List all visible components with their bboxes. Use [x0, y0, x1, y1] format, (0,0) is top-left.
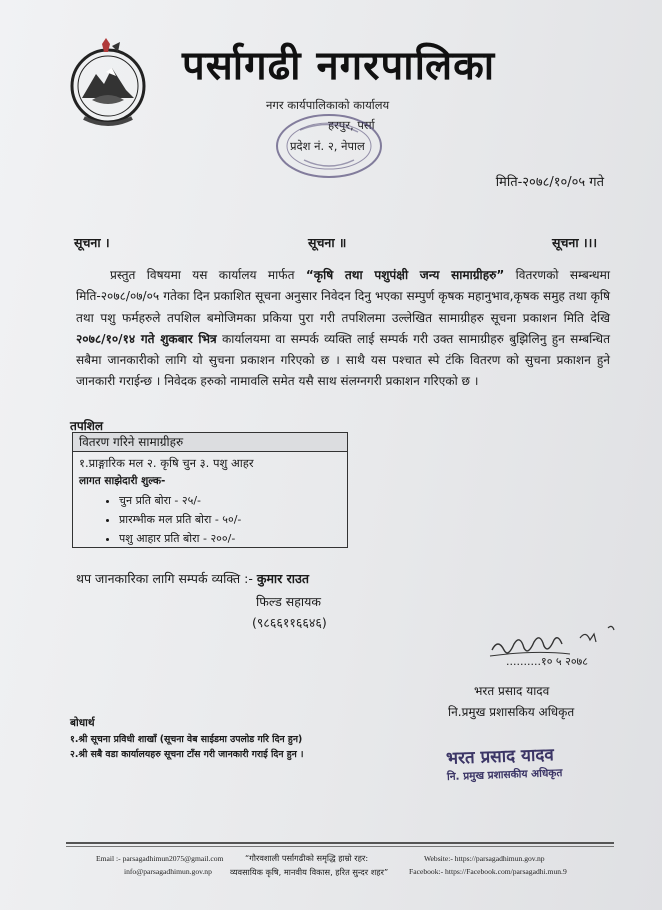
- list-item: • चुन प्रति बोरा - २५/-: [119, 491, 347, 510]
- signature-dots: ..........: [506, 655, 541, 668]
- list-item: • पशु आहार प्रति बोरा - २००/-: [119, 529, 347, 548]
- cost-list: [73, 491, 347, 548]
- contact-prefix: थप जानकारिका लागि सम्पर्क व्यक्ति :-: [76, 571, 257, 586]
- contact-name: कुमार राउत: [256, 571, 309, 586]
- office-subtitle: नगर कार्यपालिकाको कार्यालय: [266, 98, 390, 112]
- footer-divider: [66, 842, 614, 844]
- office-stamp-icon: [270, 110, 388, 182]
- body-text-1: प्रस्तुत विषयमा यस कार्यालय मार्फत: [110, 268, 306, 282]
- notice-label-center: सूचना ॥: [308, 235, 347, 250]
- signature-date: [506, 654, 588, 669]
- cc-item: २.श्री सबै वडा कार्यालयहरु सूचना टाँस गरी जानकारी गराई दिन हुन ।: [70, 749, 304, 760]
- cc-label: बोधार्थ: [70, 717, 95, 729]
- footer-email: Email :- parsagadhimun2075@gmail.com: [96, 854, 224, 863]
- stamp-title: नि. प्रमुख प्रशासकीय अधिकृत: [446, 766, 563, 784]
- footer-divider: [66, 846, 614, 847]
- contact-phone: (९८६६११६६४६): [252, 615, 327, 630]
- notice-label-right: सूचना ।।।: [552, 235, 598, 250]
- list-item: • प्रारम्भीक मल प्रति बोरा - ५०/-: [119, 510, 347, 529]
- notice-body: [76, 265, 610, 393]
- signature-date-value: १० ५ २०७८: [540, 655, 589, 668]
- office-province: प्रदेश नं. २, नेपाल: [290, 139, 365, 153]
- contact-role: फिल्ड सहायक: [256, 594, 321, 609]
- notice-label-left: सूचना ।: [74, 235, 110, 250]
- signer-name: भरत प्रसाद यादव: [474, 684, 550, 698]
- distribution-table: [72, 432, 348, 548]
- items-line: १.प्राङ्गारिक मल २. कृषि चुन ३. पशु आहर: [79, 456, 254, 470]
- office-location: हरपुर, पर्सा: [328, 118, 375, 132]
- footer-slogan-1: “गौरवशाली पर्सागढीको समृद्धि हाम्रो रहर:: [245, 853, 369, 863]
- body-text-2: वितरणको सम्बन्धमा मिति-२०७८/०७/०५ गतेका दिन प्रकाशित सूचना अनुसार निवेदन दिनु भएका सम्पुर्ण कृषक महानुभाव,कृषक समुह तथा कृषि तथा पशु फर्महरुले तपशिल बमोजिमका प्रकिया पुरा गरी तपशिलमा उल्लेखित सामाग्रीहरु सूचना प्रकाशन मिति देखि: [76, 268, 610, 325]
- footer-email-2: info@parsagadhimun.gov.np: [124, 867, 212, 876]
- office-title: पर्सागढी नगरपालिका: [182, 43, 496, 89]
- schedule-label: तपशिल: [70, 419, 104, 433]
- body-deadline: २०७८/१०/१४ गते शुकबार भित्र: [76, 331, 217, 346]
- stamp-name: भरत प्रसाद यादव: [445, 745, 555, 769]
- table-header: वितरण गरिने सामाग्रीहरु: [73, 433, 347, 452]
- signer-title: नि.प्रमुख प्रशासकिय अधिकृत: [448, 705, 575, 719]
- body-text-3: कार्यालयमा वा सम्पर्क व्यक्ति लाई सम्पर्क गरी उक्त सामाग्रीहरु बुझिलिनु हुन सम्बन्धित सबैमा जानकारीको लागि यो सुचना प्रकाशन गरिएको छ । साथै यस पश्चात स्पे टंकि वितरण को सुचना प्रकाशन हुने जानकारी गराईन्छ । निवेदक हरुको नामावलि समेत यसै साथ संलग्नगरी प्रकाशन गरिएको छ ।: [76, 331, 610, 389]
- nepal-emblem-icon: [66, 38, 150, 128]
- footer-website: Website:- https://parsagadhimun.gov.np: [424, 854, 545, 863]
- cost-label: लागत साझेदारी शुल्क-: [79, 475, 166, 487]
- cc-item: १.श्री सूचना प्रविधी शाखाँ (सूचना वेब साईडमा उपलोड गरि दिन हुन): [70, 734, 303, 745]
- body-quote: “कृषि तथा पशुपंक्षी जन्य सामाग्रीहरु”: [305, 268, 505, 282]
- footer-facebook: Facebook:- https://Facebook.com/parsagadhi.mun.9: [409, 867, 567, 876]
- contact-line: [76, 570, 309, 587]
- issue-date: मिति-२०७८/१०/०५ गते: [495, 175, 604, 190]
- footer-slogan-2: व्यवसायिक कृषि, मानवीय विकास, हरित सुन्दर शहर”: [230, 867, 389, 877]
